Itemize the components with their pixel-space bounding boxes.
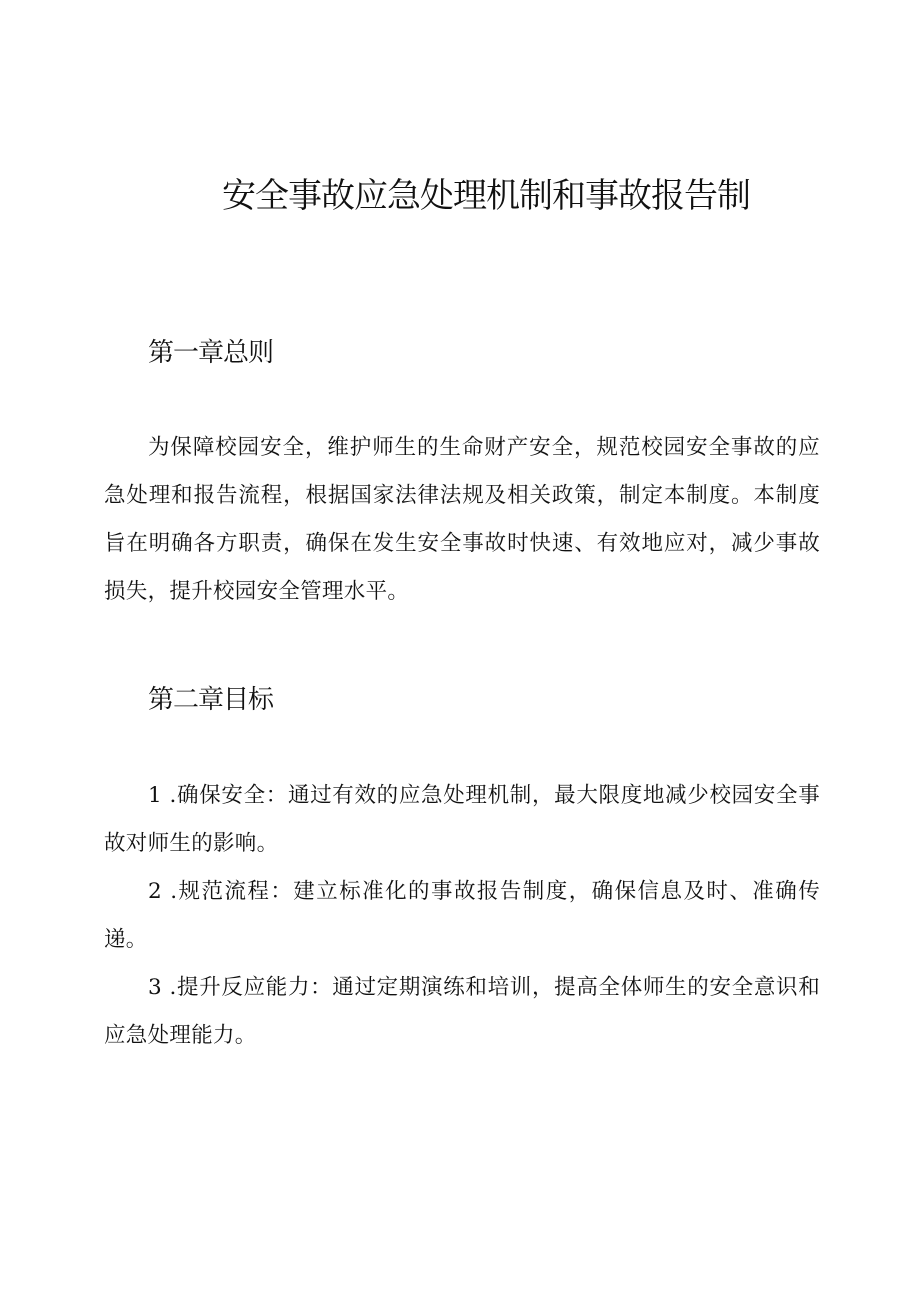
chapter-2-heading: 第二章目标 <box>148 685 274 715</box>
chapter-1-heading: 第一章总则 <box>148 338 274 368</box>
document-title: 安全事故应急处理机制和事故报告制 <box>222 176 750 216</box>
goal-item-1: 1 .确保安全：通过有效的应急处理机制，最大限度地减少校园安全事故对师生的影响。 <box>104 783 820 856</box>
goal-item-2: 2 .规范流程：建立标准化的事故报告制度，确保信息及时、准确传递。 <box>104 879 820 952</box>
goal-item-3: 3 .提升反应能力：通过定期演练和培训，提高全体师生的安全意识和应急处理能力。 <box>104 975 820 1048</box>
chapter-1-paragraph: 为保障校园安全，维护师生的生命财产安全，规范校园安全事故的应急处理和报告流程，根据国家法律法规及相关政策，制定本制度。本制度旨在明确各方职责，确保在发生安全事故时快速、有效地应对，减少事故损失，提升校园安全管理水平。 <box>104 435 820 604</box>
